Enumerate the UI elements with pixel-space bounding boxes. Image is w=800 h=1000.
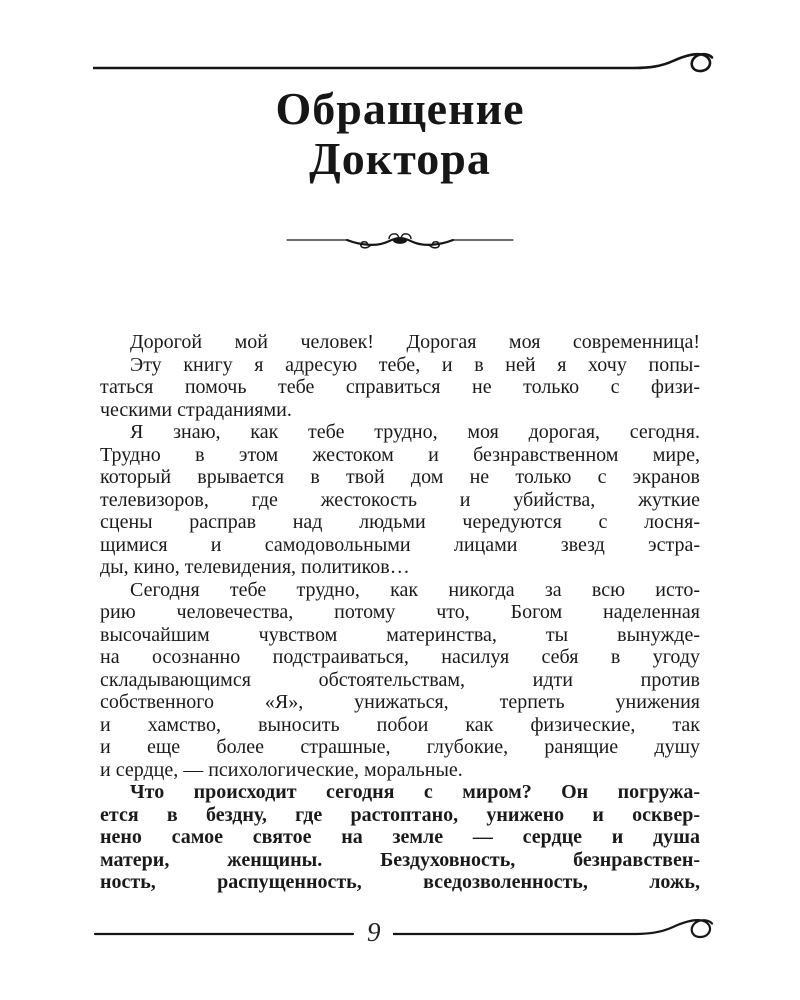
- text-line: Сегодня тебе трудно, как никогда за всю исто-: [130, 578, 700, 601]
- chapter-title: [0, 84, 800, 184]
- text-line: ды, кино, телевидения, политиков…: [100, 556, 410, 578]
- chapter-title-line1: Обращение: [275, 83, 525, 134]
- paragraph: [100, 331, 700, 354]
- text-line: нено самое святое на земле — сердце и душа: [100, 826, 700, 848]
- footer-rule-left: [93, 931, 355, 937]
- text-line: собственного «Я», унижаться, терпеть унижения: [100, 691, 700, 713]
- text-line: ческими страданиями.: [100, 398, 292, 421]
- paragraph: [100, 781, 700, 894]
- text-line: Что происходит сегодня с миром? Он погружа-: [130, 781, 700, 803]
- text-line: матери, женщины. Бездуховность, безнравствен-: [100, 848, 700, 871]
- paragraph: [100, 579, 700, 782]
- text-line: на осознанно подстраиваться, насилуя себя в угоду: [100, 646, 700, 668]
- text-line: ность, распущенность, вседозволенность, ложь,: [100, 871, 700, 893]
- text-line: который врывается в твой дом не только с экранов: [100, 466, 700, 488]
- text-line: и хамство, выносить побои как физические, так: [100, 713, 700, 736]
- chapter-title-line2: Доктора: [309, 133, 491, 184]
- text-line: ется в бездну, где растоптано, унижено и осквер-: [100, 803, 700, 826]
- paragraph: [100, 421, 700, 579]
- text-line: Дорогой мой человек! Дорогая моя современница!: [130, 331, 700, 353]
- text-line: рию человечества, потому что, Богом наделенная: [100, 601, 700, 623]
- paragraph: [100, 354, 700, 422]
- page-number: 9: [367, 916, 381, 947]
- top-rule-ornament: [93, 48, 723, 80]
- page-footer: [93, 914, 723, 954]
- text-line: Эту книгу я адресую тебе, и в ней я хочу попы-: [130, 353, 700, 376]
- text-line: телевизоров, где жестокость и убийства, жуткие: [100, 488, 700, 511]
- text-line: высочайшим чувством материнства, ты вынужде-: [100, 623, 700, 646]
- body-text: [100, 331, 700, 894]
- text-line: щимися и самодовольными лицами звезд эстра-: [100, 533, 700, 556]
- text-line: сцены расправ над людьми чередуются с лосня-: [100, 511, 700, 533]
- divider-flourish-ornament: [285, 224, 515, 254]
- text-line: Я знаю, как тебе трудно, моя дорогая, сегодня.: [130, 421, 700, 443]
- footer-rule-right-ornament: [393, 914, 723, 946]
- text-line: и сердце, — психологические, моральные.: [100, 758, 463, 781]
- text-line: складывающимся обстоятельствам, идти против: [100, 668, 700, 691]
- text-line: Трудно в этом жестоком и безнравственном мире,: [100, 443, 700, 466]
- text-line: и еще более страшные, глубокие, ранящие душу: [100, 736, 700, 758]
- text-line: таться помочь тебе справиться не только с физи-: [100, 376, 700, 398]
